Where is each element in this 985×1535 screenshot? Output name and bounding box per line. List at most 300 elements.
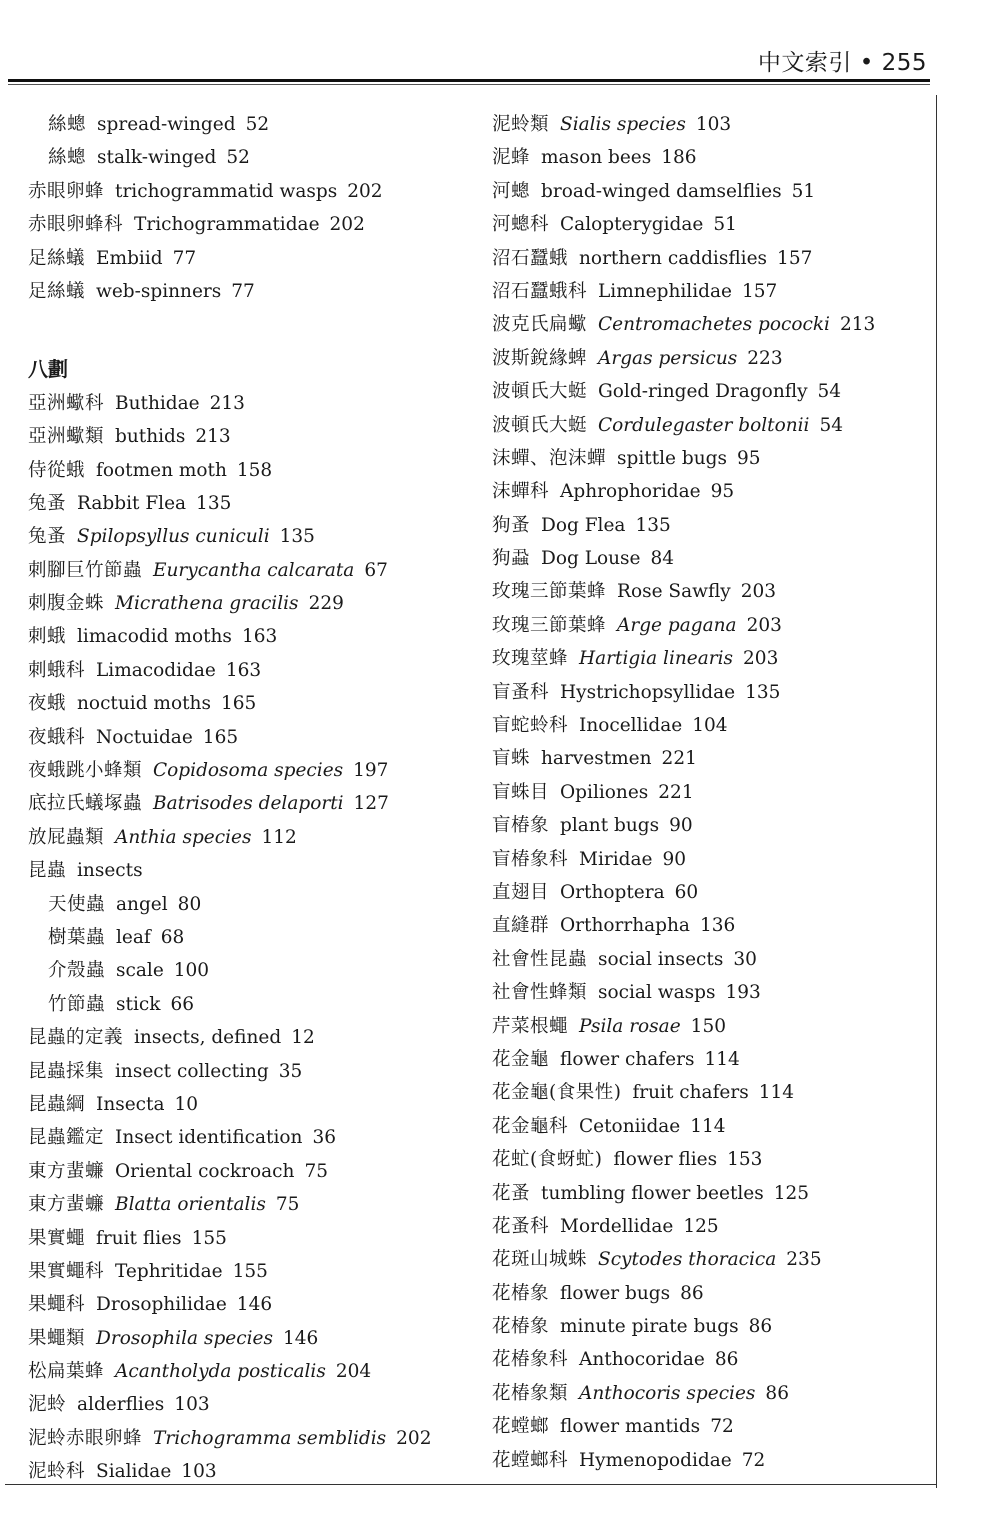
entry-page-number: 203 [743, 648, 779, 670]
entry-chinese-term: 侍從蛾 [28, 459, 86, 481]
entry-page-number: 157 [777, 247, 813, 269]
index-entry [492, 275, 932, 308]
entry-english-term: flower mantids [560, 1416, 701, 1438]
entry-chinese-term: 玫瑰三節葉蜂 [492, 581, 607, 603]
entry-english-term: Trichogramma semblidis [153, 1427, 387, 1449]
index-entry [492, 609, 932, 642]
entry-english-term: Cetoniidae [579, 1115, 681, 1137]
entry-chinese-term: 花虻(食蚜虻) [492, 1149, 603, 1171]
index-entry [28, 954, 468, 987]
entry-chinese-term: 盲蚤科 [492, 681, 550, 703]
index-entry [492, 1076, 932, 1109]
page-header-title: 中文索引 • 255 [757, 50, 927, 76]
entry-english-term: Orthorrhapha [560, 915, 690, 937]
entry-page-number: 125 [683, 1215, 719, 1237]
right-border-rule [936, 95, 937, 1488]
entry-english-term: Dog Flea [541, 514, 626, 536]
header-rule-thin [8, 84, 930, 85]
index-entry [492, 1410, 932, 1443]
index-entry [28, 1055, 468, 1088]
entry-page-number: 35 [278, 1060, 303, 1082]
index-column-left [28, 108, 468, 1489]
entry-chinese-term: 絲蟌 [48, 147, 87, 169]
entry-english-term: Opiliones [560, 781, 649, 803]
index-entry [28, 141, 468, 174]
entry-page-number: 12 [291, 1027, 315, 1049]
entry-chinese-term: 芹菜根蠅 [492, 1015, 569, 1037]
index-entry [28, 487, 468, 520]
entry-chinese-term: 昆蟲 [28, 860, 67, 882]
entry-chinese-term: 花椿象科 [492, 1349, 569, 1371]
entry-page-number: 67 [364, 559, 388, 581]
entry-english-term: Argas persicus [598, 347, 738, 369]
entry-chinese-term: 花金龜 [492, 1048, 550, 1070]
entry-chinese-term: 泥蛉類 [492, 114, 550, 135]
index-entry [28, 1388, 468, 1421]
entry-page-number: 221 [658, 781, 694, 803]
index-entry [492, 1444, 932, 1477]
entry-page-number: 221 [661, 748, 697, 770]
entry-chinese-term: 刺蛾科 [28, 659, 86, 681]
index-entry [492, 642, 932, 675]
index-entry [28, 1188, 468, 1221]
entry-page-number: 153 [727, 1149, 763, 1171]
entry-english-term: Scytodes thoracica [598, 1249, 777, 1271]
index-entry [492, 843, 932, 876]
index-entry [492, 375, 932, 408]
entry-english-term: Psila rosae [579, 1015, 681, 1037]
entry-page-number: 66 [170, 993, 194, 1015]
entry-page-number: 135 [635, 514, 671, 536]
entry-english-term: limacodid moths [77, 626, 232, 648]
entry-page-number: 150 [690, 1015, 726, 1037]
entry-english-term: fruit chafers [632, 1082, 749, 1104]
entry-page-number: 135 [745, 681, 781, 703]
index-entry [492, 575, 932, 608]
entry-chinese-term: 盲蛛 [492, 748, 531, 770]
entry-english-term: flower bugs [560, 1282, 671, 1304]
entry-page-number: 86 [714, 1349, 739, 1371]
entry-chinese-term: 夜蛾科 [28, 726, 86, 748]
index-entry [492, 141, 932, 174]
section-heading: 八劃 [28, 357, 68, 382]
entry-chinese-term: 足絲蟻 [28, 247, 86, 269]
index-entry [28, 654, 468, 687]
entry-chinese-term: 河蟌 [492, 180, 531, 202]
entry-page-number: 112 [261, 826, 297, 848]
entry-chinese-term: 果蠅類 [28, 1327, 86, 1349]
index-entry [492, 308, 932, 341]
entry-page-number: 86 [748, 1316, 773, 1338]
entry-page-number: 229 [308, 593, 344, 615]
index-entry [28, 1121, 468, 1154]
entry-english-term: Anthocoridae [579, 1349, 705, 1371]
entry-chinese-term: 花金龜(食果性) [492, 1082, 622, 1104]
entry-english-term: stick [116, 993, 161, 1015]
entry-chinese-term: 刺腹金蛛 [28, 593, 105, 615]
entry-chinese-term: 放屁蟲類 [28, 826, 105, 848]
entry-english-term: Buthidae [115, 392, 200, 414]
entry-english-term: Tephritidae [115, 1260, 223, 1282]
entry-page-number: 77 [231, 280, 255, 302]
entry-english-term: trichogrammatid wasps [115, 180, 338, 202]
index-entry [492, 976, 932, 1009]
entry-page-number: 54 [819, 414, 844, 436]
entry-english-term: Arge pagana [617, 614, 737, 636]
entry-page-number: 95 [710, 481, 735, 503]
entry-page-number: 213 [209, 392, 245, 414]
index-entry [28, 754, 468, 787]
index-entry [492, 475, 932, 508]
entry-page-number: 202 [347, 180, 383, 202]
entry-chinese-term: 玫瑰三節葉蜂 [492, 614, 607, 636]
entry-page-number: 155 [232, 1260, 268, 1282]
entry-chinese-term: 東方蜚蠊 [28, 1194, 105, 1216]
entry-page-number: 86 [680, 1282, 704, 1304]
entry-english-term: Anthia species [115, 826, 252, 848]
entry-page-number: 235 [786, 1249, 822, 1271]
entry-page-number: 103 [695, 114, 732, 135]
entry-english-term: mason bees [541, 147, 652, 169]
entry-english-term: insects, defined [134, 1027, 282, 1049]
entry-english-term: Oriental cockroach [115, 1160, 295, 1182]
index-entry [28, 108, 468, 141]
entry-chinese-term: 果蠅科 [28, 1294, 86, 1316]
entry-english-term: Limnephilidae [598, 280, 732, 302]
entry-english-term: tumbling flower beetles [541, 1182, 764, 1204]
entry-chinese-term: 沼石蠶蛾 [492, 247, 569, 269]
entry-chinese-term: 盲椿象 [492, 815, 550, 837]
index-entry [28, 620, 468, 653]
entry-english-term: Micrathena gracilis [115, 593, 299, 615]
index-entry [28, 888, 468, 921]
entry-page-number: 203 [746, 614, 782, 636]
entry-chinese-term: 波斯銳緣蜱 [492, 347, 588, 369]
entry-english-term: stalk-winged [97, 147, 217, 169]
index-entry [28, 721, 468, 754]
index-entry [492, 943, 932, 976]
header-rule-thick [8, 79, 930, 82]
index-entry [492, 742, 932, 775]
entry-english-term: Drosophila species [96, 1327, 273, 1349]
entry-page-number: 60 [674, 881, 699, 903]
entry-english-term: insect collecting [115, 1060, 269, 1082]
entry-chinese-term: 泥蛉 [28, 1394, 67, 1416]
entry-page-number: 202 [329, 214, 365, 236]
index-entry [492, 542, 932, 575]
entry-page-number: 80 [177, 893, 202, 915]
index-entry [492, 242, 932, 275]
entry-english-term: minute pirate bugs [560, 1316, 739, 1338]
entry-page-number: 165 [220, 693, 257, 715]
entry-chinese-term: 直縫群 [492, 915, 550, 937]
entry-english-term: Hartigia linearis [579, 648, 734, 670]
entry-chinese-term: 昆蟲鑑定 [28, 1127, 105, 1149]
entry-chinese-term: 社會性昆蟲 [492, 948, 588, 970]
entry-page-number: 135 [279, 526, 315, 548]
index-entry [492, 208, 932, 241]
entry-page-number: 51 [713, 214, 737, 236]
entry-chinese-term: 花蚤 [492, 1182, 531, 1204]
entry-english-term: buthids [115, 426, 186, 448]
index-entry [28, 175, 468, 208]
entry-chinese-term: 直翅目 [492, 881, 550, 903]
entry-english-term: spittle bugs [617, 447, 727, 469]
entry-page-number: 52 [226, 147, 250, 169]
entry-chinese-term: 絲蟌 [48, 114, 87, 135]
index-entry [492, 909, 932, 942]
entry-english-term: Acantholyda posticalis [115, 1361, 326, 1383]
index-entry [492, 1110, 932, 1143]
entry-english-term: Blatta orientalis [115, 1194, 266, 1216]
entry-english-term: Mordellidae [560, 1215, 674, 1237]
entry-chinese-term: 果實蠅科 [28, 1260, 105, 1282]
entry-page-number: 51 [791, 180, 816, 202]
entry-english-term: Rose Sawfly [617, 581, 731, 603]
index-entry [28, 1455, 468, 1488]
entry-chinese-term: 赤眼卵蜂 [28, 180, 105, 202]
index-entry [492, 676, 932, 709]
entry-page-number: 114 [690, 1115, 726, 1137]
entry-english-term: noctuid moths [77, 693, 211, 715]
index-entry [492, 1243, 932, 1276]
entry-page-number: 90 [662, 848, 687, 870]
entry-chinese-term: 泥蛉科 [28, 1461, 86, 1483]
entry-chinese-term: 竹節蟲 [48, 993, 106, 1015]
index-entry [28, 554, 468, 587]
entry-chinese-term: 波克氏扁蠍 [492, 314, 588, 336]
entry-chinese-term: 松扁葉蜂 [28, 1361, 105, 1383]
index-entry [492, 1043, 932, 1076]
entry-english-term: insects [77, 860, 143, 882]
entry-page-number: 146 [236, 1294, 273, 1316]
entry-english-term: Noctuidae [96, 726, 193, 748]
entry-page-number: 72 [741, 1449, 766, 1471]
entry-chinese-term: 亞洲蠍科 [28, 392, 105, 414]
entry-page-number: 114 [758, 1082, 795, 1104]
entry-chinese-term: 樹葉蟲 [48, 926, 106, 948]
entry-page-number: 202 [396, 1427, 432, 1449]
entry-chinese-term: 狗蝨 [492, 548, 531, 570]
index-entry [28, 988, 468, 1021]
entry-chinese-term: 河蟌科 [492, 214, 550, 236]
entry-chinese-term: 花金龜科 [492, 1115, 569, 1137]
entry-chinese-term: 泥蜂 [492, 147, 531, 169]
entry-english-term: fruit flies [96, 1227, 182, 1249]
entry-chinese-term: 介殼蟲 [48, 960, 106, 982]
entry-chinese-term: 天使蟲 [48, 893, 106, 915]
entry-chinese-term: 花螳螂科 [492, 1449, 569, 1471]
entry-chinese-term: 花螳螂 [492, 1416, 550, 1438]
entry-page-number: 52 [245, 114, 270, 135]
entry-english-term: scale [116, 960, 164, 982]
entry-english-term: broad-winged damselflies [541, 180, 782, 202]
entry-chinese-term: 昆蟲綱 [28, 1093, 86, 1115]
entry-page-number: 104 [692, 715, 728, 737]
index-entry [28, 387, 468, 420]
entry-page-number: 157 [741, 280, 778, 302]
entry-english-term: northern caddisflies [579, 247, 768, 269]
entry-page-number: 75 [304, 1160, 328, 1182]
entry-english-term: Calopterygidae [560, 214, 704, 236]
entry-page-number: 10 [174, 1093, 199, 1115]
entry-english-term: Trichogrammatidae [134, 214, 320, 236]
entry-page-number: 213 [839, 314, 876, 336]
index-entry [28, 1088, 468, 1121]
index-entry [28, 1322, 468, 1355]
index-entry [28, 275, 468, 308]
index-entry [492, 342, 932, 375]
index-entry [28, 242, 468, 275]
entry-chinese-term: 果實蠅 [28, 1227, 86, 1249]
entry-chinese-term: 東方蜚蠊 [28, 1160, 105, 1182]
entry-english-term: Sialidae [96, 1461, 172, 1483]
entry-english-term: Miridae [579, 848, 653, 870]
index-entry [28, 1288, 468, 1321]
entry-page-number: 95 [736, 447, 761, 469]
entry-chinese-term: 沼石蠶蛾科 [492, 280, 588, 302]
entry-page-number: 72 [710, 1416, 734, 1438]
entry-chinese-term: 底拉氏蟻塚蟲 [28, 793, 143, 815]
index-entry [492, 175, 932, 208]
entry-chinese-term: 花斑山城蛛 [492, 1249, 588, 1271]
entry-page-number: 90 [669, 815, 693, 837]
entry-page-number: 30 [733, 948, 757, 970]
entry-english-term: spread-winged [97, 114, 236, 135]
entry-page-number: 204 [335, 1361, 372, 1383]
entry-english-term: social insects [598, 948, 724, 970]
entry-english-term: web-spinners [96, 280, 222, 302]
entry-chinese-term: 兔蚤 [28, 526, 67, 548]
index-entry [492, 442, 932, 475]
entry-page-number: 158 [236, 459, 273, 481]
entry-english-term: Batrisodes delaporti [153, 793, 344, 815]
index-entry [492, 776, 932, 809]
index-entry [28, 1021, 468, 1054]
entry-page-number: 84 [650, 548, 675, 570]
entry-english-term: angel [116, 893, 168, 915]
entry-chinese-term: 盲蛇蛉科 [492, 715, 569, 737]
entry-page-number: 54 [817, 381, 842, 403]
entry-page-number: 68 [160, 926, 185, 948]
entry-chinese-term: 亞洲蠍類 [28, 426, 105, 448]
entry-chinese-term: 沫蟬、泡沫蟬 [492, 447, 607, 469]
entry-page-number: 193 [725, 982, 761, 1004]
entry-page-number: 163 [241, 626, 278, 648]
entry-chinese-term: 盲蛛目 [492, 781, 550, 803]
index-entry [28, 921, 468, 954]
index-entry [492, 1277, 932, 1310]
entry-page-number: 77 [172, 247, 197, 269]
entry-english-term: Sialis species [560, 114, 686, 135]
entry-english-term: Dog Louse [541, 548, 641, 570]
entry-page-number: 127 [353, 793, 389, 815]
index-entry [28, 854, 468, 887]
entry-english-term: Aphrophoridae [560, 481, 701, 503]
entry-english-term: plant bugs [560, 815, 660, 837]
entry-english-term: harvestmen [541, 748, 652, 770]
entry-chinese-term: 夜蛾 [28, 693, 67, 715]
entry-chinese-term: 刺蛾 [28, 626, 67, 648]
index-entry [28, 1255, 468, 1288]
entry-chinese-term: 夜蛾跳小蜂類 [28, 760, 143, 782]
entry-page-number: 163 [225, 659, 262, 681]
entry-english-term: Inocellidae [579, 715, 683, 737]
entry-page-number: 100 [173, 960, 210, 982]
index-entry [28, 520, 468, 553]
index-entry [28, 587, 468, 620]
entry-page-number: 203 [740, 581, 777, 603]
entry-page-number: 136 [699, 915, 736, 937]
entry-english-term: flower chafers [560, 1048, 695, 1070]
entry-page-number: 125 [773, 1182, 810, 1204]
entry-chinese-term: 刺腳巨竹節蟲 [28, 559, 143, 581]
entry-chinese-term: 玫瑰莖蜂 [492, 648, 569, 670]
index-entry [28, 1155, 468, 1188]
index-entry [492, 1210, 932, 1243]
entry-chinese-term: 昆蟲的定義 [28, 1027, 124, 1049]
entry-page-number: 197 [353, 760, 389, 782]
entry-english-term: Cordulegaster boltonii [598, 414, 810, 436]
entry-chinese-term: 狗蚤 [492, 514, 531, 536]
entry-page-number: 36 [312, 1127, 337, 1149]
entry-english-term: leaf [116, 926, 151, 948]
entry-page-number: 86 [765, 1382, 789, 1404]
entry-page-number: 103 [181, 1461, 217, 1483]
entry-chinese-term: 昆蟲採集 [28, 1060, 105, 1082]
entry-chinese-term: 沫蟬科 [492, 481, 550, 503]
entry-english-term: alderflies [77, 1394, 165, 1416]
entry-english-term: Gold-ringed Dragonfly [598, 381, 808, 403]
index-entry [28, 420, 468, 453]
index-entry [28, 208, 468, 241]
entry-page-number: 75 [275, 1194, 300, 1216]
entry-chinese-term: 花蚤科 [492, 1215, 550, 1237]
entry-english-term: Spilopsyllus cuniculi [77, 526, 270, 548]
index-entry [492, 876, 932, 909]
entry-chinese-term: 花椿象 [492, 1282, 550, 1304]
index-entry [492, 1310, 932, 1343]
index-entry [492, 1010, 932, 1043]
index-column-right [492, 108, 932, 1477]
index-entry [492, 809, 932, 842]
index-entry [492, 1143, 932, 1176]
entry-english-term: Anthocoris species [579, 1382, 756, 1404]
entry-chinese-term: 波頓氏大蜓 [492, 414, 588, 436]
entry-page-number: 135 [196, 492, 232, 514]
entry-page-number: 223 [747, 347, 783, 369]
entry-chinese-term: 足絲蟻 [28, 280, 86, 302]
index-entry [492, 709, 932, 742]
entry-english-term: Orthoptera [560, 881, 665, 903]
index-entry [492, 1177, 932, 1210]
index-entry [492, 1343, 932, 1376]
index-entry [28, 787, 468, 820]
index-entry [492, 1377, 932, 1410]
index-entry [28, 687, 468, 720]
index-entry [492, 108, 932, 141]
entry-english-term: Rabbit Flea [77, 492, 187, 514]
entry-english-term: Limacodidae [96, 659, 216, 681]
section-spacer [28, 308, 468, 353]
entry-english-term: Hymenopodidae [579, 1449, 732, 1471]
entry-page-number: 114 [704, 1048, 740, 1070]
index-entry [492, 509, 932, 542]
entry-english-term: footmen moth [96, 459, 227, 481]
entry-chinese-term: 花椿象 [492, 1316, 550, 1338]
entry-english-term: Drosophilidae [96, 1294, 227, 1316]
entry-chinese-term: 波頓氏大蜓 [492, 381, 588, 403]
